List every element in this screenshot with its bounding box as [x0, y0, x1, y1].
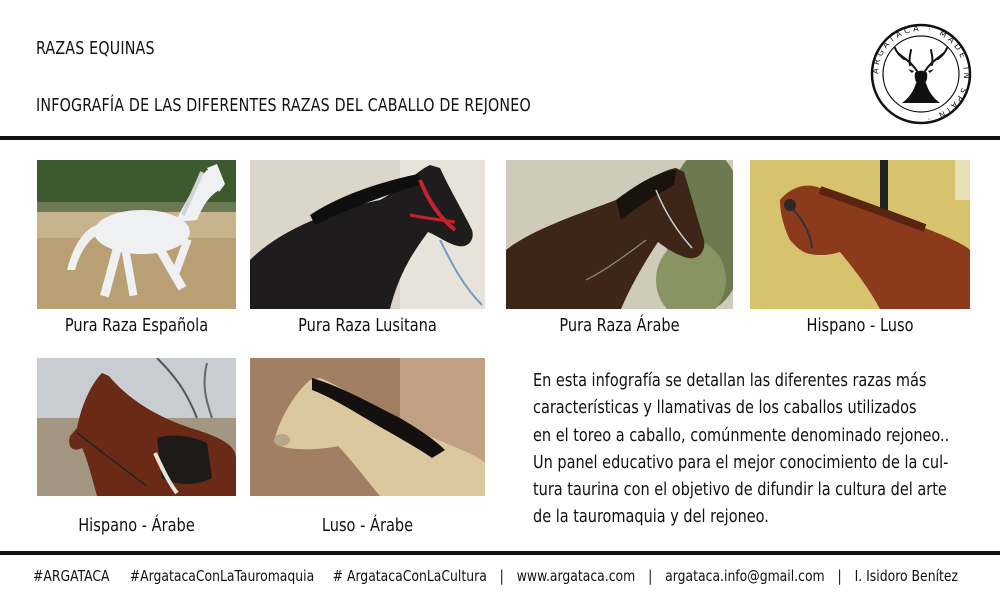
photo-pura-raza-arabe	[506, 160, 733, 309]
page-title: RAZAS EQUINAS	[36, 38, 155, 59]
hashtag-argataca[interactable]: #ARGATACA	[33, 567, 110, 585]
footer-separator: |	[648, 567, 653, 585]
caption-pura-raza-espanola: Pura Raza Española	[64, 315, 209, 336]
photo-pura-raza-espanola	[37, 160, 236, 309]
footer-bar	[33, 567, 959, 585]
description-line: En esta infografía se detallan las diferentes razas más	[533, 371, 927, 391]
caption-hispano-luso: Hispano - Luso	[806, 315, 914, 336]
description-line: tura taurina con el objetivo de difundir la cultura del arte	[533, 480, 947, 501]
hashtag-cultura[interactable]: # ArgatacaConLaCultura	[332, 567, 487, 585]
description-text	[533, 368, 950, 532]
footer-separator: |	[837, 567, 842, 585]
description-line: en el toreo a caballo, comúnmente denominado rejoneo..	[533, 425, 950, 446]
photo-hispano-arabe	[37, 358, 236, 496]
caption-pura-raza-lusitana: Pura Raza Lusitana	[298, 315, 437, 336]
photo-luso-arabe	[250, 358, 485, 496]
argataca-logo	[870, 23, 972, 125]
caption-luso-arabe: Luso - Árabe	[321, 515, 414, 536]
description-line: de la tauromaquia y del rejoneo.	[533, 507, 769, 528]
description-line: Un panel educativo para el mejor conocimiento de la cul-	[533, 452, 949, 473]
photo-hispano-luso	[750, 160, 970, 309]
caption-pura-raza-arabe: Pura Raza Árabe	[559, 315, 680, 336]
page-subtitle: INFOGRAFÍA DE LAS DIFERENTES RAZAS DEL CABALLO DE REJONEO	[36, 95, 531, 116]
description-line: características y llamativas de los caballos utilizados	[533, 398, 917, 419]
header-divider	[0, 136, 1000, 140]
caption-hispano-arabe: Hispano - Árabe	[78, 515, 195, 536]
footer-separator: |	[499, 567, 504, 585]
website-link[interactable]: www.argataca.com	[516, 567, 636, 585]
logo-ring-text: ARGATACA · MADE IN SPAIN ·	[870, 23, 972, 124]
photo-pura-raza-lusitana	[250, 160, 485, 309]
hashtag-tauromaquia[interactable]: #ArgatacaConLaTauromaquia	[129, 567, 315, 585]
author-name: I. Isidoro Benítez	[854, 567, 959, 585]
footer-divider	[0, 551, 1000, 555]
email-link[interactable]: argataca.info@gmail.com	[665, 567, 825, 585]
